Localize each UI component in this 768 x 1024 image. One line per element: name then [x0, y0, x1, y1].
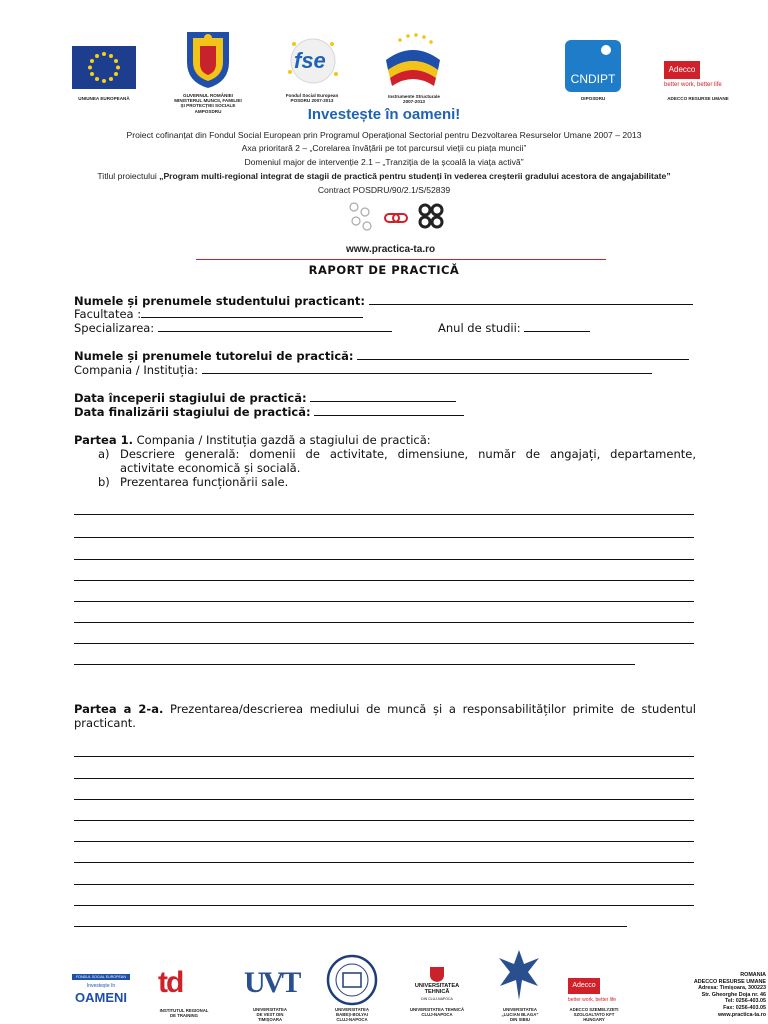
- part2-writing-line[interactable]: [74, 926, 627, 927]
- part1-item-a-line2: activitate economică și socială.: [120, 461, 301, 475]
- header-divider: [196, 259, 606, 260]
- company-field[interactable]: Compania / Instituția:: [74, 363, 652, 377]
- chain-links-icon: [347, 198, 457, 244]
- part2-heading-line2: practicant.: [74, 716, 136, 730]
- uvt-logo: UVT: [244, 966, 299, 999]
- student-name-blank[interactable]: [369, 294, 693, 305]
- part2-writing-line[interactable]: [74, 905, 694, 906]
- part2-writing-line[interactable]: [74, 862, 694, 863]
- student-name-field[interactable]: Numele și prenumele studentului practicant:: [74, 294, 693, 308]
- part1-writing-line[interactable]: [74, 643, 694, 644]
- project-title: Titlul proiectului „Program multi-regional integrat de stagii de practică pentru studenți în vederea creșterii gradului acestora de angajabilitate”: [97, 171, 671, 181]
- part1-item-a-marker: a): [98, 447, 110, 461]
- specialization-field[interactable]: Specializarea:: [74, 321, 392, 335]
- irt-logo: td: [158, 966, 183, 999]
- is-caption: Instrumente Structurale 2007-2013: [388, 94, 440, 105]
- fse-caption: Fondul Social European POSDRU 2007-2013: [285, 93, 339, 104]
- ulbs-caption: UNIVERSITATEA „LUCIAN BLAGA” DIN SIBIU: [501, 1007, 539, 1022]
- eu-logo: [72, 46, 136, 89]
- adecco-caption: ADECCO RESURSE UMANE: [667, 96, 729, 101]
- part1-writing-line[interactable]: [74, 537, 694, 538]
- website-url: www.practica-ta.ro: [346, 244, 436, 255]
- slogan: Investește în oameni!: [307, 106, 461, 123]
- romania-coat-of-arms-logo: [183, 28, 233, 90]
- header-line-3: Domeniul major de intervenție 2.1 – „Tranziția de la școală la viața activă”: [244, 157, 524, 167]
- part2-writing-line[interactable]: [74, 884, 694, 885]
- part2-writing-line[interactable]: [74, 799, 694, 800]
- part1-writing-line[interactable]: [74, 622, 694, 623]
- adecco-hungary-tagline: better work, better life: [568, 997, 617, 1003]
- investeste-in-oameni-logo: FONDUL SOCIAL EUROPEAN Investește în OAMENI: [72, 974, 130, 1008]
- ulbs-logo: [494, 946, 544, 1004]
- cndipt-caption: OIPOSDRU: [580, 96, 606, 101]
- part2-writing-line[interactable]: [74, 820, 694, 821]
- part1-writing-line[interactable]: [74, 601, 694, 602]
- study-year-field[interactable]: Anul de studii:: [438, 321, 590, 335]
- part2-writing-line[interactable]: [74, 841, 694, 842]
- document-title: RAPORT DE PRACTICĂ: [308, 263, 460, 277]
- part1-writing-line[interactable]: [74, 580, 694, 581]
- part2-heading: Partea a 2-a. Prezentarea/descrierea mediului de muncă și a responsabilităților primite de studentul: [74, 702, 697, 716]
- tutor-name-blank[interactable]: [357, 349, 689, 360]
- study-year-blank[interactable]: [524, 321, 590, 332]
- specialization-blank[interactable]: [158, 321, 392, 332]
- adecco-hungary-logo: Adecco: [568, 978, 600, 994]
- part1-item-b-marker: b): [98, 475, 110, 489]
- eu-caption: UNIUNEA EUROPEANĂ: [78, 96, 130, 101]
- start-date-field[interactable]: Data începerii stagiului de practică:: [74, 391, 456, 405]
- cndipt-logo: [565, 40, 621, 92]
- adecco-hungary-caption: ADECCO SZEMELYZETI SZOLGALTATO KFT HUNGARY: [569, 1007, 619, 1022]
- adecco-address-block: ROMÂNIA ADECCO RESURSE UMANE Adresa: Timișoara, 300223 Str. Gheorghe Doja nr. 46 Tel: 0256-403.05 Fax: 0256-403.05 www.practica-ta.ro: [693, 972, 766, 1018]
- utcn-caption: UNIVERSITATEA TEHNICĂ CLUJ-NAPOCA: [409, 1007, 465, 1017]
- ubb-seal-logo: [326, 954, 378, 1006]
- eu-stars-icon: [72, 46, 136, 89]
- part2-writing-line[interactable]: [74, 756, 694, 757]
- fse-logo: [282, 34, 344, 88]
- header-line-1: Proiect cofinanțat din Fondul Social European prin Programul Operațional Sectorial pentru Dezvoltarea Resurselor Umane 2007 – 2013: [126, 130, 642, 140]
- irt-caption: INSTITUTUL REGIONAL DE TRAINING: [159, 1008, 209, 1018]
- company-blank[interactable]: [202, 363, 652, 374]
- part1-item-a-line1: Descriere generală: domenii de activitate, dimensiune, număr de angajați, departamente,: [120, 447, 696, 461]
- part1-writing-line[interactable]: [74, 514, 694, 515]
- uvt-caption: UNIVERSITATEA DE VEST DIN TIMIȘOARA: [253, 1007, 287, 1022]
- adecco-logo: Adecco: [664, 61, 700, 79]
- part1-writing-line[interactable]: [74, 664, 635, 665]
- utcn-crest-icon: [408, 966, 466, 982]
- end-date-field[interactable]: Data finalizării stagiului de practică:: [74, 405, 464, 419]
- faculty-blank[interactable]: [141, 307, 363, 318]
- fse-mark: fse: [294, 48, 326, 73]
- adecco-tagline: better work, better life: [664, 82, 722, 88]
- part2-writing-line[interactable]: [74, 778, 694, 779]
- start-date-blank[interactable]: [310, 391, 456, 402]
- header-line-2: Axa prioritară 2 – „Corelarea învățării pe tot parcursul vieții cu piața muncii”: [241, 143, 527, 153]
- part1-heading: Partea 1. Compania / Instituția gazdă a stagiului de practică:: [74, 433, 431, 447]
- tutor-name-field[interactable]: Numele și prenumele tutorelui de practică:: [74, 349, 689, 363]
- end-date-blank[interactable]: [314, 405, 464, 416]
- part1-item-b: Prezentarea funcționării sale.: [120, 475, 289, 489]
- part1-writing-line[interactable]: [74, 559, 694, 560]
- ubb-caption: UNIVERSITATEA BABEȘ-BOLYAI CLUJ-NAPOCA: [335, 1007, 369, 1022]
- cndipt-mark: CNDIPT: [570, 72, 616, 86]
- cndipt-dot-icon: [601, 45, 611, 55]
- practica-ta-logo: [347, 198, 457, 244]
- contract-number: Contract POSDRU/90/2.1/S/52839: [317, 185, 451, 195]
- gov-caption: GUVERNUL ROMÂNIEI MINISTERUL MUNCII, FAMILIEI ȘI PROTECȚIEI SOCIALE AMPOSDRU: [174, 93, 242, 114]
- faculty-field[interactable]: Facultatea :: [74, 307, 363, 321]
- instrumente-structurale-logo: [380, 30, 446, 88]
- utcn-logo: UNIVERSITATEA TEHNICĂ DIN CLUJ-NAPOCA: [408, 966, 466, 1006]
